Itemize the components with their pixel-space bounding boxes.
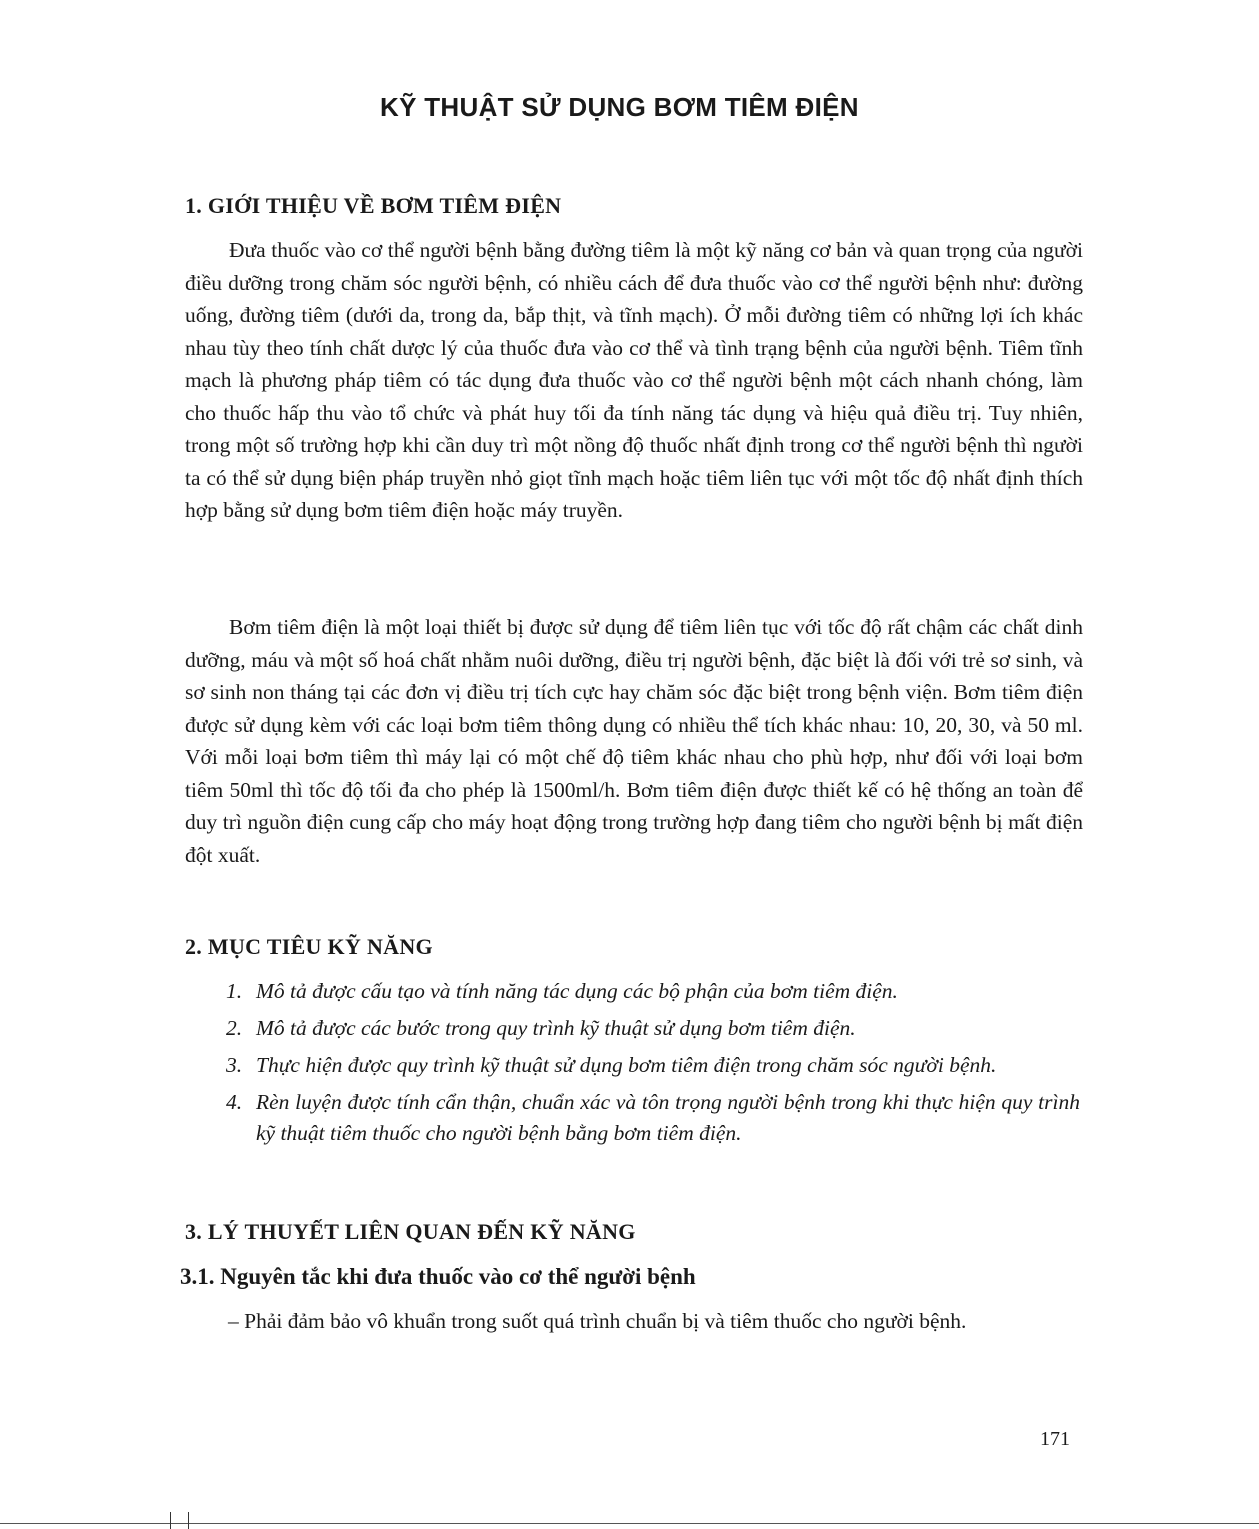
objective-number: 1. — [226, 979, 243, 1003]
crop-mark — [170, 1512, 171, 1529]
section-1-paragraph-1: Đưa thuốc vào cơ thể người bệnh bằng đường tiêm là một kỹ năng cơ bản và quan trọng của người điều dưỡng trong chăm sóc người bệnh, có nhiều cách để đưa thuốc vào cơ thể người bệnh như: đường uống, đường tiêm (dưới da, trong da, bắp thịt, và tĩnh mạch). Ở mỗi đường tiêm có những lợi ích khác nhau tùy theo tính chất dược lý của thuốc đưa vào cơ thể và tình trạng bệnh của người bệnh. Tiêm tĩnh mạch là phương pháp tiêm có tác dụng đưa thuốc vào cơ thể người bệnh một cách nhanh chóng, làm cho thuốc hấp thu vào tổ chức và phát huy tối đa tính năng tác dụng và hiệu quả điều trị. Tuy nhiên, trong một số trường hợp khi cần duy trì một nồng độ thuốc nhất định trong cơ thể người bệnh thì người ta có thể sử dụng biện pháp truyền nhỏ giọt tĩnh mạch hoặc tiêm liên tục với một tốc độ nhất định thích hợp bằng sử dụng bơm tiêm điện hoặc máy truyền. — [185, 238, 1083, 522]
section-1-heading: 1. GIỚI THIỆU VỀ BƠM TIÊM ĐIỆN — [185, 193, 562, 218]
page-number: 171 — [1040, 1428, 1070, 1450]
objective-item — [226, 1013, 1080, 1044]
objectives-list — [226, 976, 1080, 1155]
section-2-heading: 2. MỤC TIÊU KỸ NĂNG — [185, 934, 433, 959]
objective-number: 3. — [226, 1053, 243, 1077]
objective-text: Mô tả được các bước trong quy trình kỹ thuật sử dụng bơm tiêm điện. — [256, 1016, 856, 1040]
objective-number: 2. — [226, 1016, 243, 1040]
objective-text: Mô tả được cấu tạo và tính năng tác dụng các bộ phận của bơm tiêm điện. — [256, 979, 898, 1003]
page-title: KỸ THUẬT SỬ DỤNG BƠM TIÊM ĐIỆN — [380, 92, 859, 122]
section-3-heading: 3. LÝ THUYẾT LIÊN QUAN ĐẾN KỸ NĂNG — [185, 1219, 636, 1244]
objective-text: Rèn luyện được tính cẩn thận, chuẩn xác và tôn trọng người bệnh trong khi thực hiện quy trình kỹ thuật tiêm thuốc cho người bệnh bằng bơm tiêm điện. — [256, 1090, 1080, 1145]
section-1-paragraph-2: Bơm tiêm điện là một loại thiết bị được sử dụng để tiêm liên tục với tốc độ rất chậm các chất dinh dưỡng, máu và một số hoá chất nhằm nuôi dưỡng, điều trị người bệnh, đặc biệt là đối với trẻ sơ sinh, và sơ sinh non tháng tại các đơn vị điều trị tích cực hay chăm sóc đặc biệt trong bệnh viện. Bơm tiêm điện được sử dụng kèm với các loại bơm tiêm thông dụng có nhiều thể tích khác nhau: 10, 20, 30, và 50 ml. Với mỗi loại bơm tiêm thì máy lại có một chế độ tiêm khác nhau cho phù hợp, như đối với loại bơm tiêm 50ml thì tốc độ tối đa cho phép là 1500ml/h. Bơm tiêm điện được thiết kế có hệ thống an toàn để duy trì nguồn điện cung cấp cho máy hoạt động trong trường hợp đang tiêm cho người bệnh bị mất điện đột xuất. — [185, 615, 1083, 867]
objective-number: 4. — [226, 1090, 243, 1114]
objective-item — [226, 1050, 1080, 1081]
objective-item — [226, 976, 1080, 1007]
section-3-1-heading: 3.1. Nguyên tắc khi đưa thuốc vào cơ thể người bệnh — [180, 1264, 696, 1289]
section-3-1-paragraph: – Phải đảm bảo vô khuẩn trong suốt quá trình chuẩn bị và tiêm thuốc cho người bệnh. — [228, 1309, 967, 1333]
objective-text: Thực hiện được quy trình kỹ thuật sử dụng bơm tiêm điện trong chăm sóc người bệnh. — [256, 1053, 997, 1077]
crop-mark — [188, 1512, 189, 1529]
objective-item — [226, 1087, 1080, 1149]
